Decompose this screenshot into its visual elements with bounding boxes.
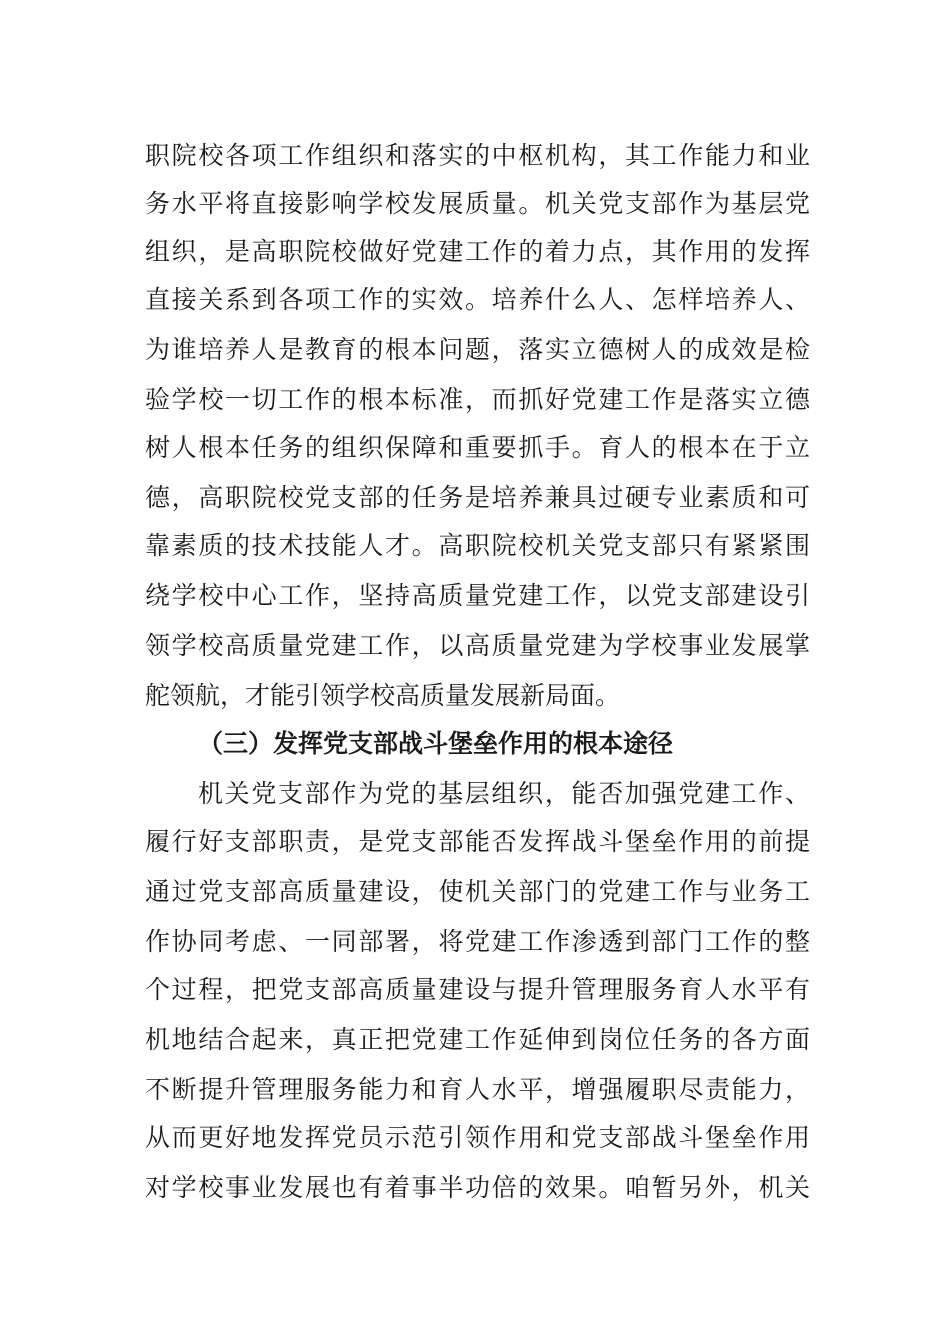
paragraph-first-line: 机关党支部作为党的基层组织，能否加强党建工作、 bbox=[198, 779, 810, 808]
body-text-line: 务水平将直接影响学校发展质量。机关党支部作为基层党 bbox=[145, 189, 810, 218]
body-text-line: 履行好支部职责，是党支部能否发挥战斗堡垒作用的前提 bbox=[145, 827, 810, 856]
body-text-line: 组织，是高职院校做好党建工作的着力点，其作用的发挥 bbox=[145, 237, 810, 266]
body-text-line: 领学校高质量党建工作，以高质量党建为学校事业发展掌 bbox=[145, 631, 810, 660]
body-text-line: 为谁培养人是教育的根本问题，落实立德树人的成效是检 bbox=[145, 335, 810, 364]
body-text-line: 不断提升管理服务能力和育人水平，增强履职尽责能力， bbox=[145, 1075, 810, 1104]
body-text-line: 对学校事业发展也有着事半功倍的效果。咱暂另外，机关 bbox=[145, 1173, 810, 1202]
body-text-line: 靠素质的技术技能人才。高职院校机关党支部只有紧紧围 bbox=[145, 531, 810, 560]
body-text-line: 职院校各项工作组织和落实的中枢机构，其工作能力和业 bbox=[145, 141, 810, 170]
body-text-line: 舵领航，才能引领学校高质量发展新局面。 bbox=[145, 681, 621, 710]
body-text-line: 验学校一切工作的根本标准，而抓好党建工作是落实立德 bbox=[145, 385, 810, 414]
body-text-line: 通过党支部高质量建设，使机关部门的党建工作与业务工 bbox=[145, 877, 810, 906]
body-text-line: 德，高职院校党支部的任务是培养兼具过硬专业素质和可 bbox=[145, 483, 810, 512]
body-text-line: 从而更好地发挥党员示范引领作用和党支部战斗堡垒作用 bbox=[145, 1123, 810, 1152]
body-text-line: 直接关系到各项工作的实效。培养什么人、怎样培养人、 bbox=[145, 285, 810, 314]
body-text-line: 机地结合起来，真正把党建工作延伸到岗位任务的各方面 bbox=[145, 1025, 810, 1054]
section-heading: （三）发挥党支部战斗堡垒作用的根本途径 bbox=[198, 729, 674, 758]
body-text-line: 树人根本任务的组织保障和重要抓手。育人的根本在于立 bbox=[145, 433, 810, 462]
body-text-line: 作协同考虑、一同部署，将党建工作渗透到部门工作的整 bbox=[145, 927, 810, 956]
body-text-line: 个过程，把党支部高质量建设与提升管理服务育人水平有 bbox=[145, 975, 810, 1004]
body-text-line: 绕学校中心工作，坚持高质量党建工作，以党支部建设引 bbox=[145, 581, 810, 610]
